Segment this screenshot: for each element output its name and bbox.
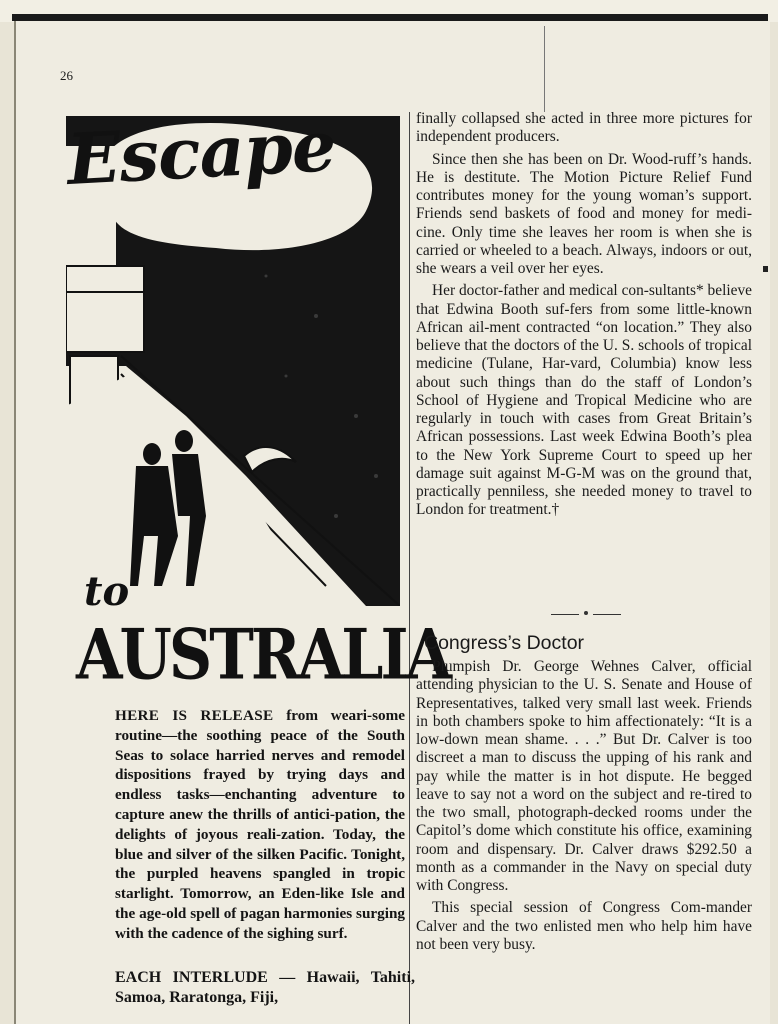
ad-interlude-text: Hawaii, Tahiti, Samoa, Raratonga, Fiji, <box>115 969 416 1006</box>
ad-body-lead: HERE IS RELEASE <box>115 707 274 724</box>
ship-upper-deck <box>66 266 144 292</box>
column-divider <box>409 112 410 1024</box>
ad-interlude <box>115 968 415 1008</box>
ship-deck-house <box>66 292 144 352</box>
page-number: 26 <box>60 68 73 83</box>
ad-destination: AUSTRALIA <box>76 615 450 696</box>
margin-mark <box>763 266 768 272</box>
article-paragraph: Her doctor-father and medical con-sultants* believe that Edwina Booth suf-fers from some little-known African ail-ment contracted “on location.” They also believe that the doctors of the U. S. schools of tropical medicine (Tulane, Har-vard, Columbia) know less about such things than do the staff of London’s School of Hygiene and Tropical Medicine who are regularly in touch with cases from Great Britain’s African possessions. Last week Edwina Booth’s plea to the New York Supreme Court to speed up her damage suit against M-G-M was on the ground that, practically penniless, she needed money to travel to London for treatment.† <box>416 282 752 519</box>
separator-rule <box>551 614 579 615</box>
separator-dot <box>584 611 588 615</box>
ad-body-copy <box>115 706 405 944</box>
ad-body-text: from weari-some routine—the soothing peace of the South Seas to solace harried nerves and remodel dispositions frayed by trying days and endless tasks—enchanting adventure to capture anew the thrills of antici-pation, the delights of joyous reali-zation. Today, the blue and silver of the silken Pacific. Tonight, the purpled heavens spangled in tropic starlight. Tomorrow, an Eden-like Isle and the age-old spell of pagan harmonies surging with the cadence of the sighing surf. <box>115 707 405 942</box>
article-congress-doctor <box>416 658 752 954</box>
ad-interlude-lead: EACH INTERLUDE — <box>115 969 307 986</box>
article-paragraph: finally collapsed she acted in three more pictures for independent producers. <box>416 110 752 146</box>
ad-word-to: to <box>84 568 130 615</box>
section-separator <box>551 608 621 620</box>
separator-rule <box>593 614 621 615</box>
article-headline: Congress’s Doctor <box>424 632 585 654</box>
article-paragraph: Since then she has been on Dr. Wood-ruff’s hands. He is destitute. The Motion Picture Relief Fund contributes money for the young woman’s support. Friends send baskets of food and money for medi-cine. Only time she leaves her room is when she is carried or wheeled to a beach. Always, indoors or out, she wears a veil over her eyes. <box>416 150 752 277</box>
ad-headline-escape: Escape <box>64 104 338 201</box>
fold-line <box>544 26 545 112</box>
article-paragraph: Plumpish Dr. George Wehnes Calver, official attending physician to the U. S. Senate and House of Representatives, talked very small last week. Friends in both chambers spoke to him affectionately: “It is a low-down mean shame. . . .” But Dr. Calver is too discreet a man to discuss the upping of his rank and pay while the matter is in hot dispute. He begged leave to say not a word on the subject and re-tired to the two small, photograph-decked rooms under the Capitol’s dome which constitute his office, examining room and dispensary. Dr. Calver draws $292.50 a month as a commander in the Navy on special duty with Congress. <box>416 658 752 894</box>
article-paragraph: This special session of Congress Com-mander Calver and the two enlisted men who help him have not been very busy. <box>416 899 752 953</box>
top-rule <box>12 14 768 21</box>
article-edwina-booth <box>416 110 752 520</box>
